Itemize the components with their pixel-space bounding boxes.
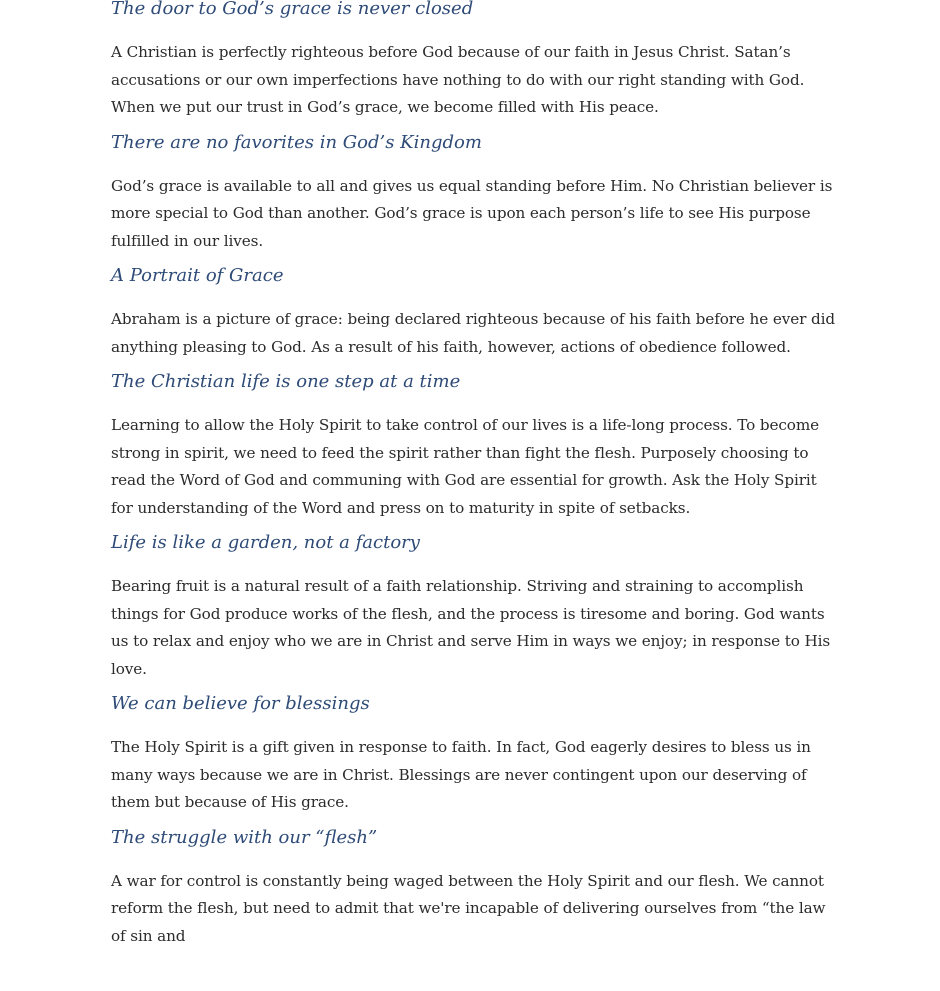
section-one-step [111,361,836,522]
section-paragraph: God’s grace is available to all and gives us equal standing before Him. No Christian believer is more special to God than another. God’s grace is upon each person’s life to see His purpose fulfilled in our lives. [111,176,833,250]
section-grace-door [111,0,836,122]
section-blessings [111,683,836,817]
section-portrait-of-grace [111,255,836,361]
section-paragraph: A Christian is perfectly righteous before God because of our faith in Jesus Christ. Satan’s accusations or our own imperfections have nothing to do with our right standing with God. When we put our trust in God’s grace, we become filled with His peace. [111,43,805,116]
section-heading: Life is like a garden, not a factory [111,532,420,553]
section-heading: The door to God’s grace is never closed [111,0,474,19]
section-paragraph: A war for control is constantly being waged between the Holy Spirit and our flesh. We cannot reform the flesh, but need to admit that we're incapable of delivering ourselves from “the law of sin and [111,871,826,945]
section-heading: The struggle with our “flesh” [111,826,378,848]
section-heading: The Christian life is one step at a time [111,371,461,392]
section-heading: A Portrait of Grace [111,265,284,286]
section-paragraph: The Holy Spirit is a gift given in response to faith. In fact, God eagerly desires to bless us in many ways because we are in Christ. Blessings are never contingent upon our deserving of them but because of His grace. [111,738,811,811]
section-flesh-struggle [111,817,836,951]
section-no-favorites [111,122,836,256]
article-body [111,0,836,950]
section-paragraph: Abraham is a picture of grace: being declared righteous because of his faith before he ever did anything pleasing to God. As a result of his faith, however, actions of obedience followed. [111,310,835,356]
section-heading: There are no favorites in God’s Kingdom [111,131,482,153]
section-garden [111,522,836,683]
section-paragraph: Learning to allow the Holy Spirit to take control of our lives is a life-long process. To become strong in spirit, we need to feed the spirit rather than fight the flesh. Purposely choosing to read the Word of God and communing with God are essential for growth. Ask the Holy Spirit for understanding of the Word and press on to maturity in spite of setbacks. [111,416,820,517]
section-paragraph: Bearing fruit is a natural result of a faith relationship. Striving and straining to accomplish things for God produce works of the flesh, and the process is tiresome and boring. God wants us to relax and enjoy who we are in Christ and serve Him in ways we enjoy; in response to His love. [111,577,831,678]
section-heading: We can believe for blessings [111,693,370,714]
